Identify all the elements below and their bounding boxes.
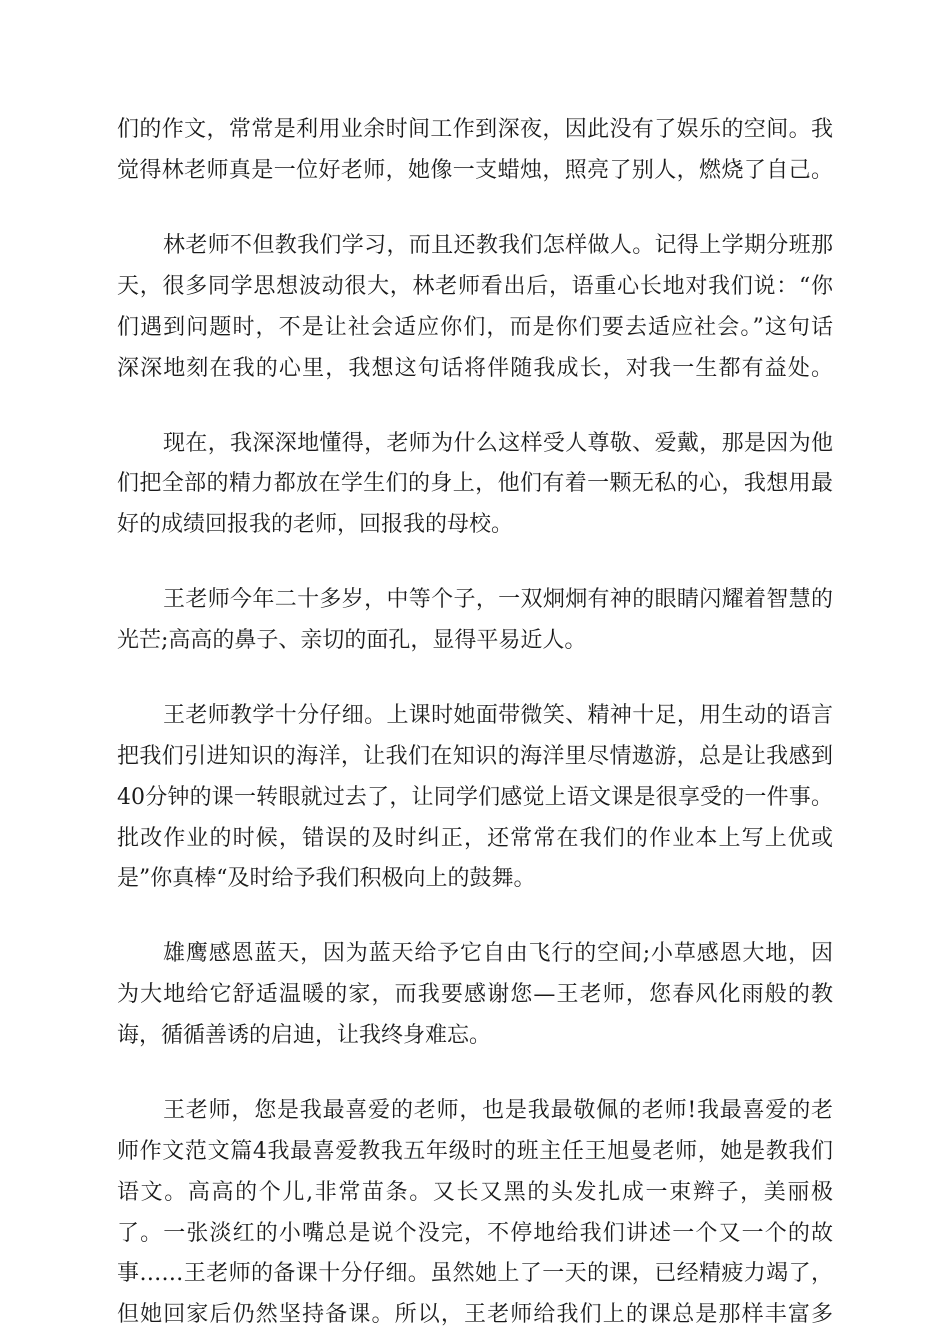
text-line: 们的作文，常常是利用业余时间工作到深夜，因此没有了娱乐的空间。我 bbox=[117, 117, 833, 142]
text-line: 们把全部的精力都放在学生们的身上，他们有着一颗无私的心，我想用最 bbox=[117, 471, 833, 496]
text-line: 深深地刻在我的心里，我想这句话将伴随我成长，对我一生都有益处。 bbox=[117, 356, 833, 381]
text-line: 们遇到问题时，不是让社会适应你们，而是你们要去适应社会。”这句话 bbox=[117, 315, 833, 340]
text-line: 现在，我深深地懂得，老师为什么这样受人尊敬、爱戴，那是因为他 bbox=[163, 431, 833, 456]
text-line: 光芒;高高的鼻子、亲切的面孔，显得平易近人。 bbox=[117, 628, 587, 653]
text-line: 40分钟的课一转眼就过去了，让同学们感觉上语文课是很享受的一件事。 bbox=[117, 785, 833, 810]
text-line: 师作文范文篇4我最喜爱教我五年级时的班主任王旭曼老师，她是教我们 bbox=[117, 1139, 833, 1164]
text-line: 批改作业的时候，错误的及时纠正，还常常在我们的作业本上写上优或 bbox=[117, 826, 833, 851]
text-line: 事……王老师的备课十分仔细。虽然她上了一天的课，已经精疲力竭了， bbox=[117, 1261, 833, 1286]
text-line: 把我们引进知识的海洋，让我们在知识的海洋里尽情遨游，总是让我感到 bbox=[117, 744, 833, 769]
text-line: 王老师今年二十多岁，中等个子，一双炯炯有神的眼睛闪耀着智慧的 bbox=[163, 587, 833, 612]
text-line: 王老师，您是我最喜爱的老师，也是我最敬佩的老师!我最喜爱的老 bbox=[163, 1098, 833, 1123]
text-line: 为大地给它舒适温暖的家，而我要感谢您—王老师，您春风化雨般的教 bbox=[117, 982, 833, 1007]
text-line: 是”你真棒“及时给予我们积极向上的鼓舞。 bbox=[117, 866, 536, 891]
text-line: 语文。高高的个儿,非常苗条。又长又黑的头发扎成一束辫子，美丽极 bbox=[117, 1180, 833, 1205]
text-line: 但她回家后仍然坚持备课。所以，王老师给我们上的课总是那样丰富多 bbox=[117, 1302, 833, 1327]
text-line: 觉得林老师真是一位好老师，她像一支蜡烛，照亮了别人，燃烧了自己。 bbox=[117, 158, 833, 183]
text-line: 天，很多同学思想波动很大，林老师看出后，语重心长地对我们说：“你 bbox=[117, 274, 833, 299]
text-line: 林老师不但教我们学习，而且还教我们怎样做人。记得上学期分班那 bbox=[163, 233, 833, 258]
text-line: 雄鹰感恩蓝天，因为蓝天给予它自由飞行的空间;小草感恩大地，因 bbox=[163, 941, 833, 966]
text-line: 了。一张淡红的小嘴总是说个没完，不停地给我们讲述一个又一个的故 bbox=[117, 1221, 833, 1246]
text-line: 诲，循循善诱的启迪，让我终身难忘。 bbox=[117, 1023, 492, 1048]
text-line: 王老师教学十分仔细。上课时她面带微笑、精神十足，用生动的语言 bbox=[163, 703, 833, 728]
text-line: 好的成绩回报我的老师，回报我的母校。 bbox=[117, 512, 514, 537]
